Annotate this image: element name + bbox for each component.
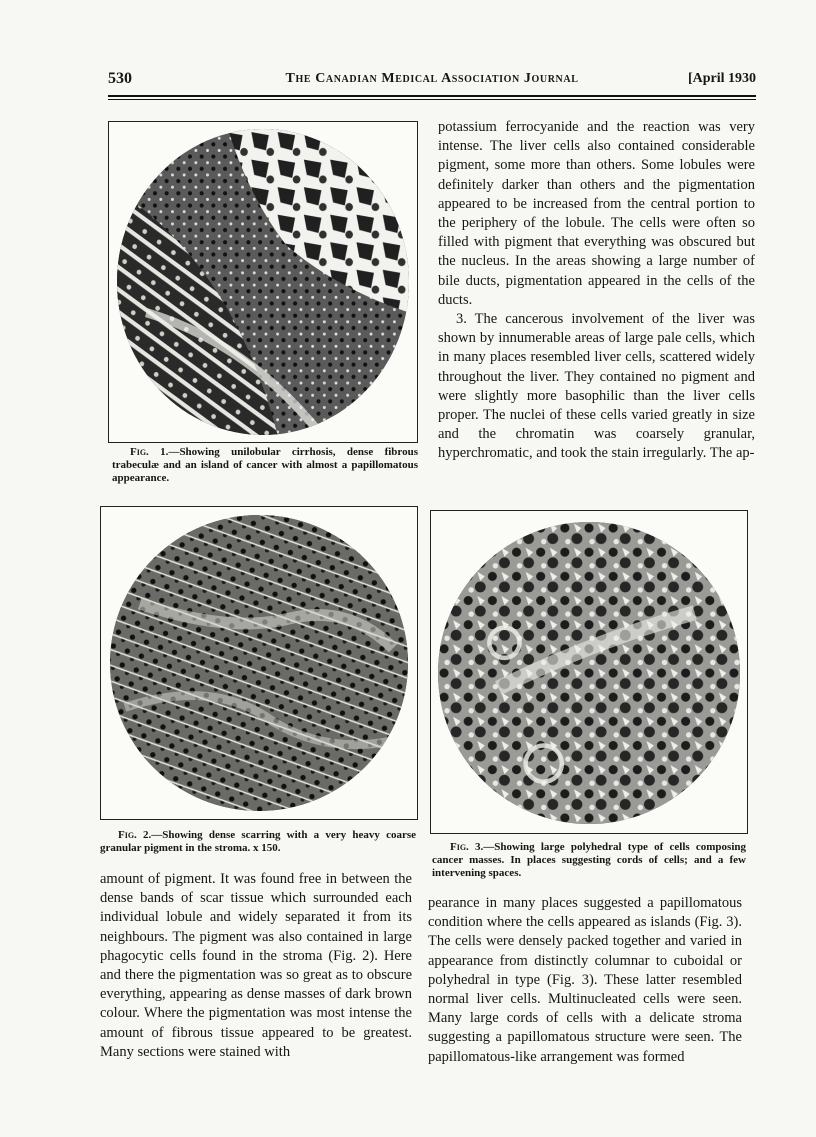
issue-date: [April 1930 <box>687 71 756 86</box>
figure-3-label: Fig. 3. <box>450 841 484 853</box>
right-column-top-text <box>438 118 755 464</box>
header-rule-thick <box>108 95 756 97</box>
figure-2-label: Fig. 2. <box>118 829 152 841</box>
figure-3-caption <box>432 841 746 880</box>
figure-2-frame <box>100 506 418 820</box>
figure-2-micrograph <box>110 515 408 811</box>
figure-1-label: Fig. 1. <box>130 446 169 458</box>
paragraph: potassium ferrocyanide and the reaction was very intense. The liver cells also contained considerable pigment, some more than others. Some lobules were definitely darker than others and the pigmentation appeared to be increased from the central portion to the periphery of the lobule. The cells were often so filled with pigment that everything was obscured but the nucleus. In the areas showing a large number of bile ducts, pigmentation appeared in the cells of the ducts. <box>438 119 755 308</box>
figure-1-caption-text: —Showing unilobular cirrhosis, dense fibrous trabeculæ and an island of cancer with almost a papillomatous appearance. <box>112 446 418 484</box>
figure-1-micrograph <box>117 129 409 435</box>
figure-3-frame <box>430 510 748 834</box>
left-column-bottom-text <box>100 870 412 1062</box>
paragraph: amount of pigment. It was found free in between the dense bands of scar tissue which surrounded each individual lobule and widely separated it from its neighbours. The pigment was also contained in large phagocytic cells found in the stroma (Fig. 2). Here and there the pigmentation was so great as to obscure everything, appearing as dense masses of dark brown colour. Where the pigmentation was most intense the amount of fibrous tissue appeared to be greatest. Many sections were stained with <box>100 871 412 1060</box>
figure-3-caption-text: —Showing large polyhedral type of cells composing cancer masses. In places suggesting cords of cells; and a few intervening spaces. <box>432 841 746 879</box>
header-rule-thin <box>108 99 756 100</box>
running-header <box>108 70 756 92</box>
figure-2-caption <box>100 829 416 855</box>
journal-title: The Canadian Medical Association Journal <box>285 71 579 86</box>
page-number: 530 <box>108 70 132 87</box>
right-column-bottom-text <box>428 894 742 1067</box>
figure-3-micrograph <box>438 522 740 824</box>
figure-1-frame <box>108 121 418 443</box>
figure-1-caption <box>112 446 418 485</box>
paragraph: 3. The cancerous involvement of the liver was shown by innumerable areas of large pale cells, which in many places resembled liver cells, scattered widely throughout the liver. They contained no pigment and were slightly more basophilic than the liver cells proper. The nuclei of these cells varied greatly in size and the chromatin was coarsely granular, hyperchromatic, and took the stain irregularly. The ap- <box>438 311 755 462</box>
paragraph: pearance in many places suggested a papillomatous condition where the cells appeared as islands (Fig. 3). The cells were densely packed together and varied in appearance from distinctly columnar to cuboidal or polyhedral in type (Fig. 3). These latter resembled normal liver cells. Multinucleated cells were seen. Many large cords of cells with a delicate stroma suggesting a papillomatous structure were seen. The papillomatous-like arrangement was formed <box>428 895 742 1065</box>
figure-2-caption-text: —Showing dense scarring with a very heavy coarse granular pigment in the stroma. x 150. <box>100 829 416 854</box>
